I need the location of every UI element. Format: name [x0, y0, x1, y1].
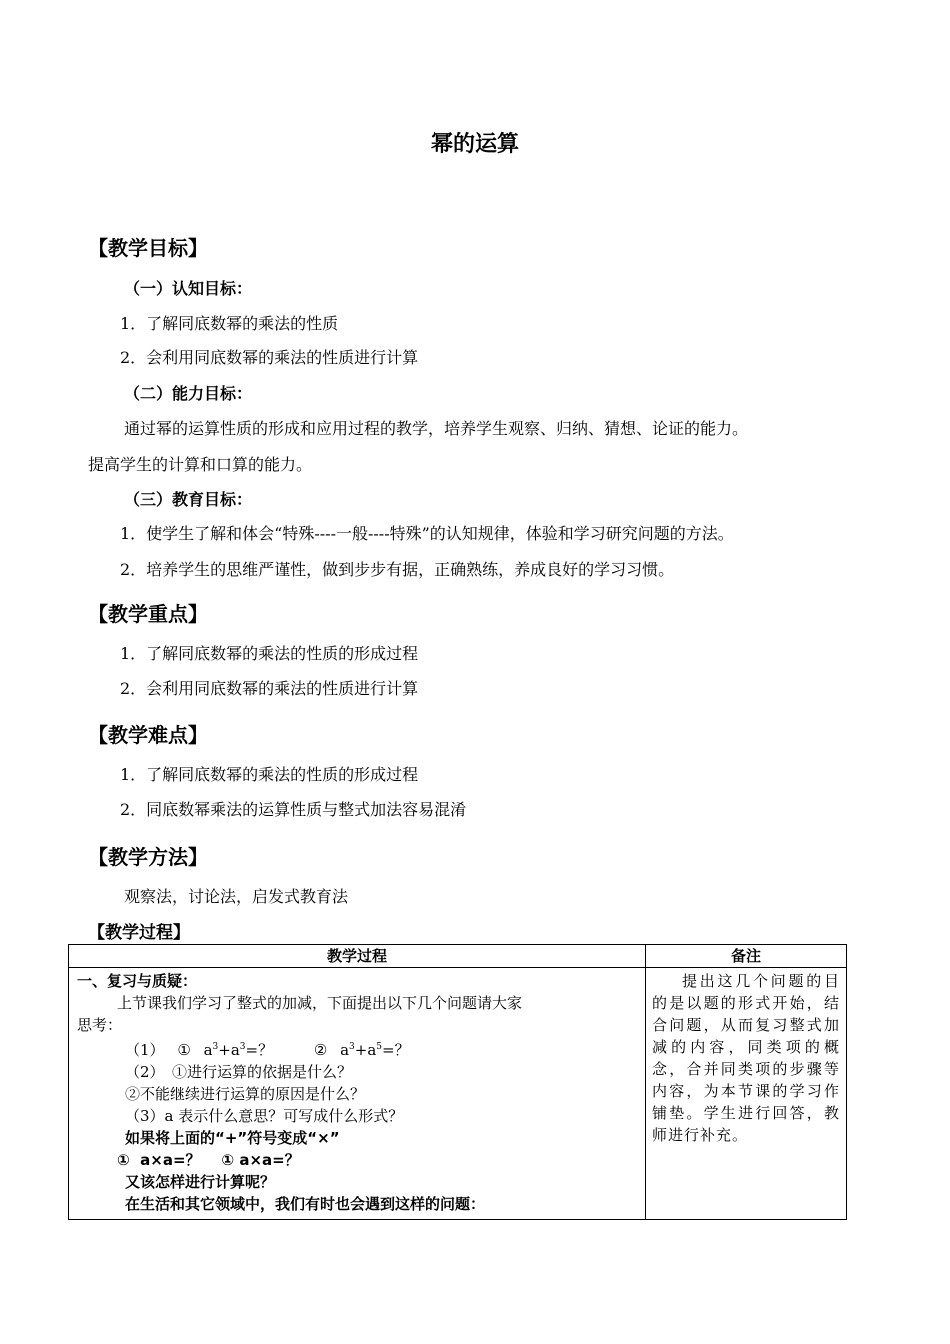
expr-a3-plus-a5: $a^3+a^5=$？: [340, 1041, 410, 1059]
process-table: [68, 944, 847, 1220]
process-content-cell: [69, 968, 646, 1220]
question-1: [77, 1036, 637, 1061]
objectives-heading: 【教学目标】: [88, 236, 208, 260]
key-points-heading: 【教学重点】: [88, 602, 208, 626]
education-heading: （三）教育目标：: [124, 490, 253, 509]
cognitive-item: 2．会利用同底数幂的乘法的性质进行计算: [120, 348, 419, 367]
bold-line2: ① a×a=？ ① a×a=？: [117, 1151, 300, 1169]
methods-heading: 【教学方法】: [88, 845, 208, 869]
methods-text: 观察法，讨论法，启发式教育法: [124, 887, 349, 906]
difficulty-item: 1．了解同底数幂的乘法的性质的形成过程: [120, 765, 419, 784]
ability-text-line2: 提高学生的计算和口算的能力。: [88, 455, 313, 474]
question-2-line1: （2） ①进行运算的依据是什么？: [125, 1063, 353, 1081]
col-header-process: 教学过程: [69, 945, 646, 968]
page-title: 幂的运算: [430, 132, 519, 157]
bold-line4: 在生活和其它领域中，我们有时也会遇到这样的问题：: [125, 1195, 486, 1213]
expr-a3-plus-a3: $a^3+a^3=$？: [203, 1041, 274, 1059]
cognitive-heading: （一）认知目标：: [124, 279, 253, 298]
bold-line3: 又该怎样进行计算呢？: [125, 1173, 276, 1191]
question-2-line2: ②不能继续进行运算的原因是什么？: [125, 1085, 366, 1103]
circled-one: ①: [177, 1041, 191, 1059]
bold-line1: 如果将上面的“+”符号变成“×”: [125, 1129, 340, 1147]
question-3: （3）a 表示什么意思？可写成什么形式？: [125, 1107, 404, 1125]
section-title: 一、复习与质疑：: [77, 972, 198, 990]
col-header-remark: 备注: [646, 945, 847, 968]
intro-line2: 思考：: [77, 1016, 123, 1034]
difficulties-heading: 【教学难点】: [88, 723, 208, 747]
education-item: 1．使学生了解和体会“特殊----一般----特殊”的认知规律，体验和学习研究问题的方法。: [120, 524, 734, 543]
cognitive-item: 1．了解同底数幂的乘法的性质: [120, 314, 339, 333]
difficulty-item: 2．同底数幂乘法的运算性质与整式加法容易混淆: [120, 800, 467, 819]
ability-heading: （二）能力目标：: [124, 384, 253, 403]
key-point-item: 2．会利用同底数幂的乘法的性质进行计算: [120, 679, 419, 698]
process-heading: 【教学过程】: [88, 923, 190, 943]
education-item: 2．培养学生的思维严谨性，做到步步有据，正确熟练，养成良好的学习习惯。: [120, 560, 675, 579]
intro-line1: 上节课我们学习了整式的加减，下面提出以下几个问题请大家: [117, 994, 523, 1012]
remark-text: 提出这几个问题的目的是以题的形式开始，结合问题，从而复习整式加减的内容，同类项的概念，合并同类项的步骤等内容，为本节课的学习作铺垫。学生进行回答，教师进行补充。: [652, 972, 840, 1144]
remark-cell: [646, 968, 847, 1220]
circled-two: ②: [313, 1041, 328, 1059]
ability-text-line1: 通过幂的运算性质的形成和应用过程的教学，培养学生观察、归纳、猜想、论证的能力。: [124, 419, 749, 438]
q1-label: （1）: [125, 1041, 165, 1059]
key-point-item: 1．了解同底数幂的乘法的性质的形成过程: [120, 644, 419, 663]
